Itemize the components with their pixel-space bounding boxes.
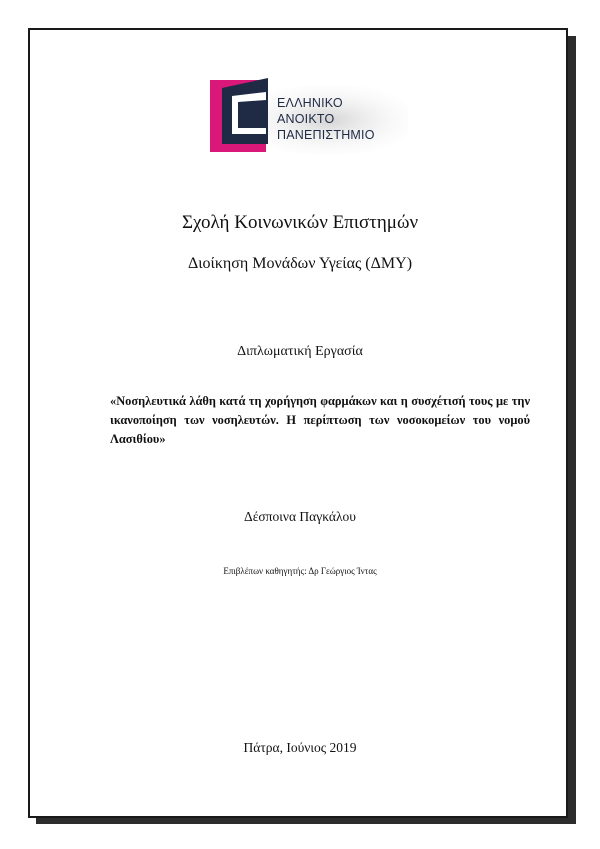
program-name: Διοίκηση Μονάδων Υγείας (ΔΜΥ)	[187, 255, 413, 272]
place-date: Πάτρα, Ιούνιος 2019	[243, 740, 357, 755]
school-name: Σχολή Κοινωνικών Επιστημών	[181, 212, 419, 233]
author-name: Δέσποινα Παγκάλου	[244, 509, 356, 524]
university-logo	[208, 74, 408, 158]
logo-line: ΠΑΝΕΠΙΣΤΗΜΙΟ	[277, 128, 375, 142]
logo-line: ΕΛΛΗΝΙΚΟ	[277, 96, 343, 110]
thesis-title: «Νοσηλευτικά λάθη κατά τη χορήγηση φαρμάκων και η συσχέτισή τους με την ικανοποίηση των νοσηλευτών. Η περίπτωση των νοσοκομείων του νομού Λασιθίου»	[110, 394, 530, 446]
supervisor: Επιβλέπων καθηγητής: Δρ Γεώργιος Ίντας	[223, 566, 377, 576]
logo-line: ΑΝΟΙΚΤΟ	[277, 112, 335, 126]
document-type: Διπλωματική Εργασία	[237, 344, 363, 359]
